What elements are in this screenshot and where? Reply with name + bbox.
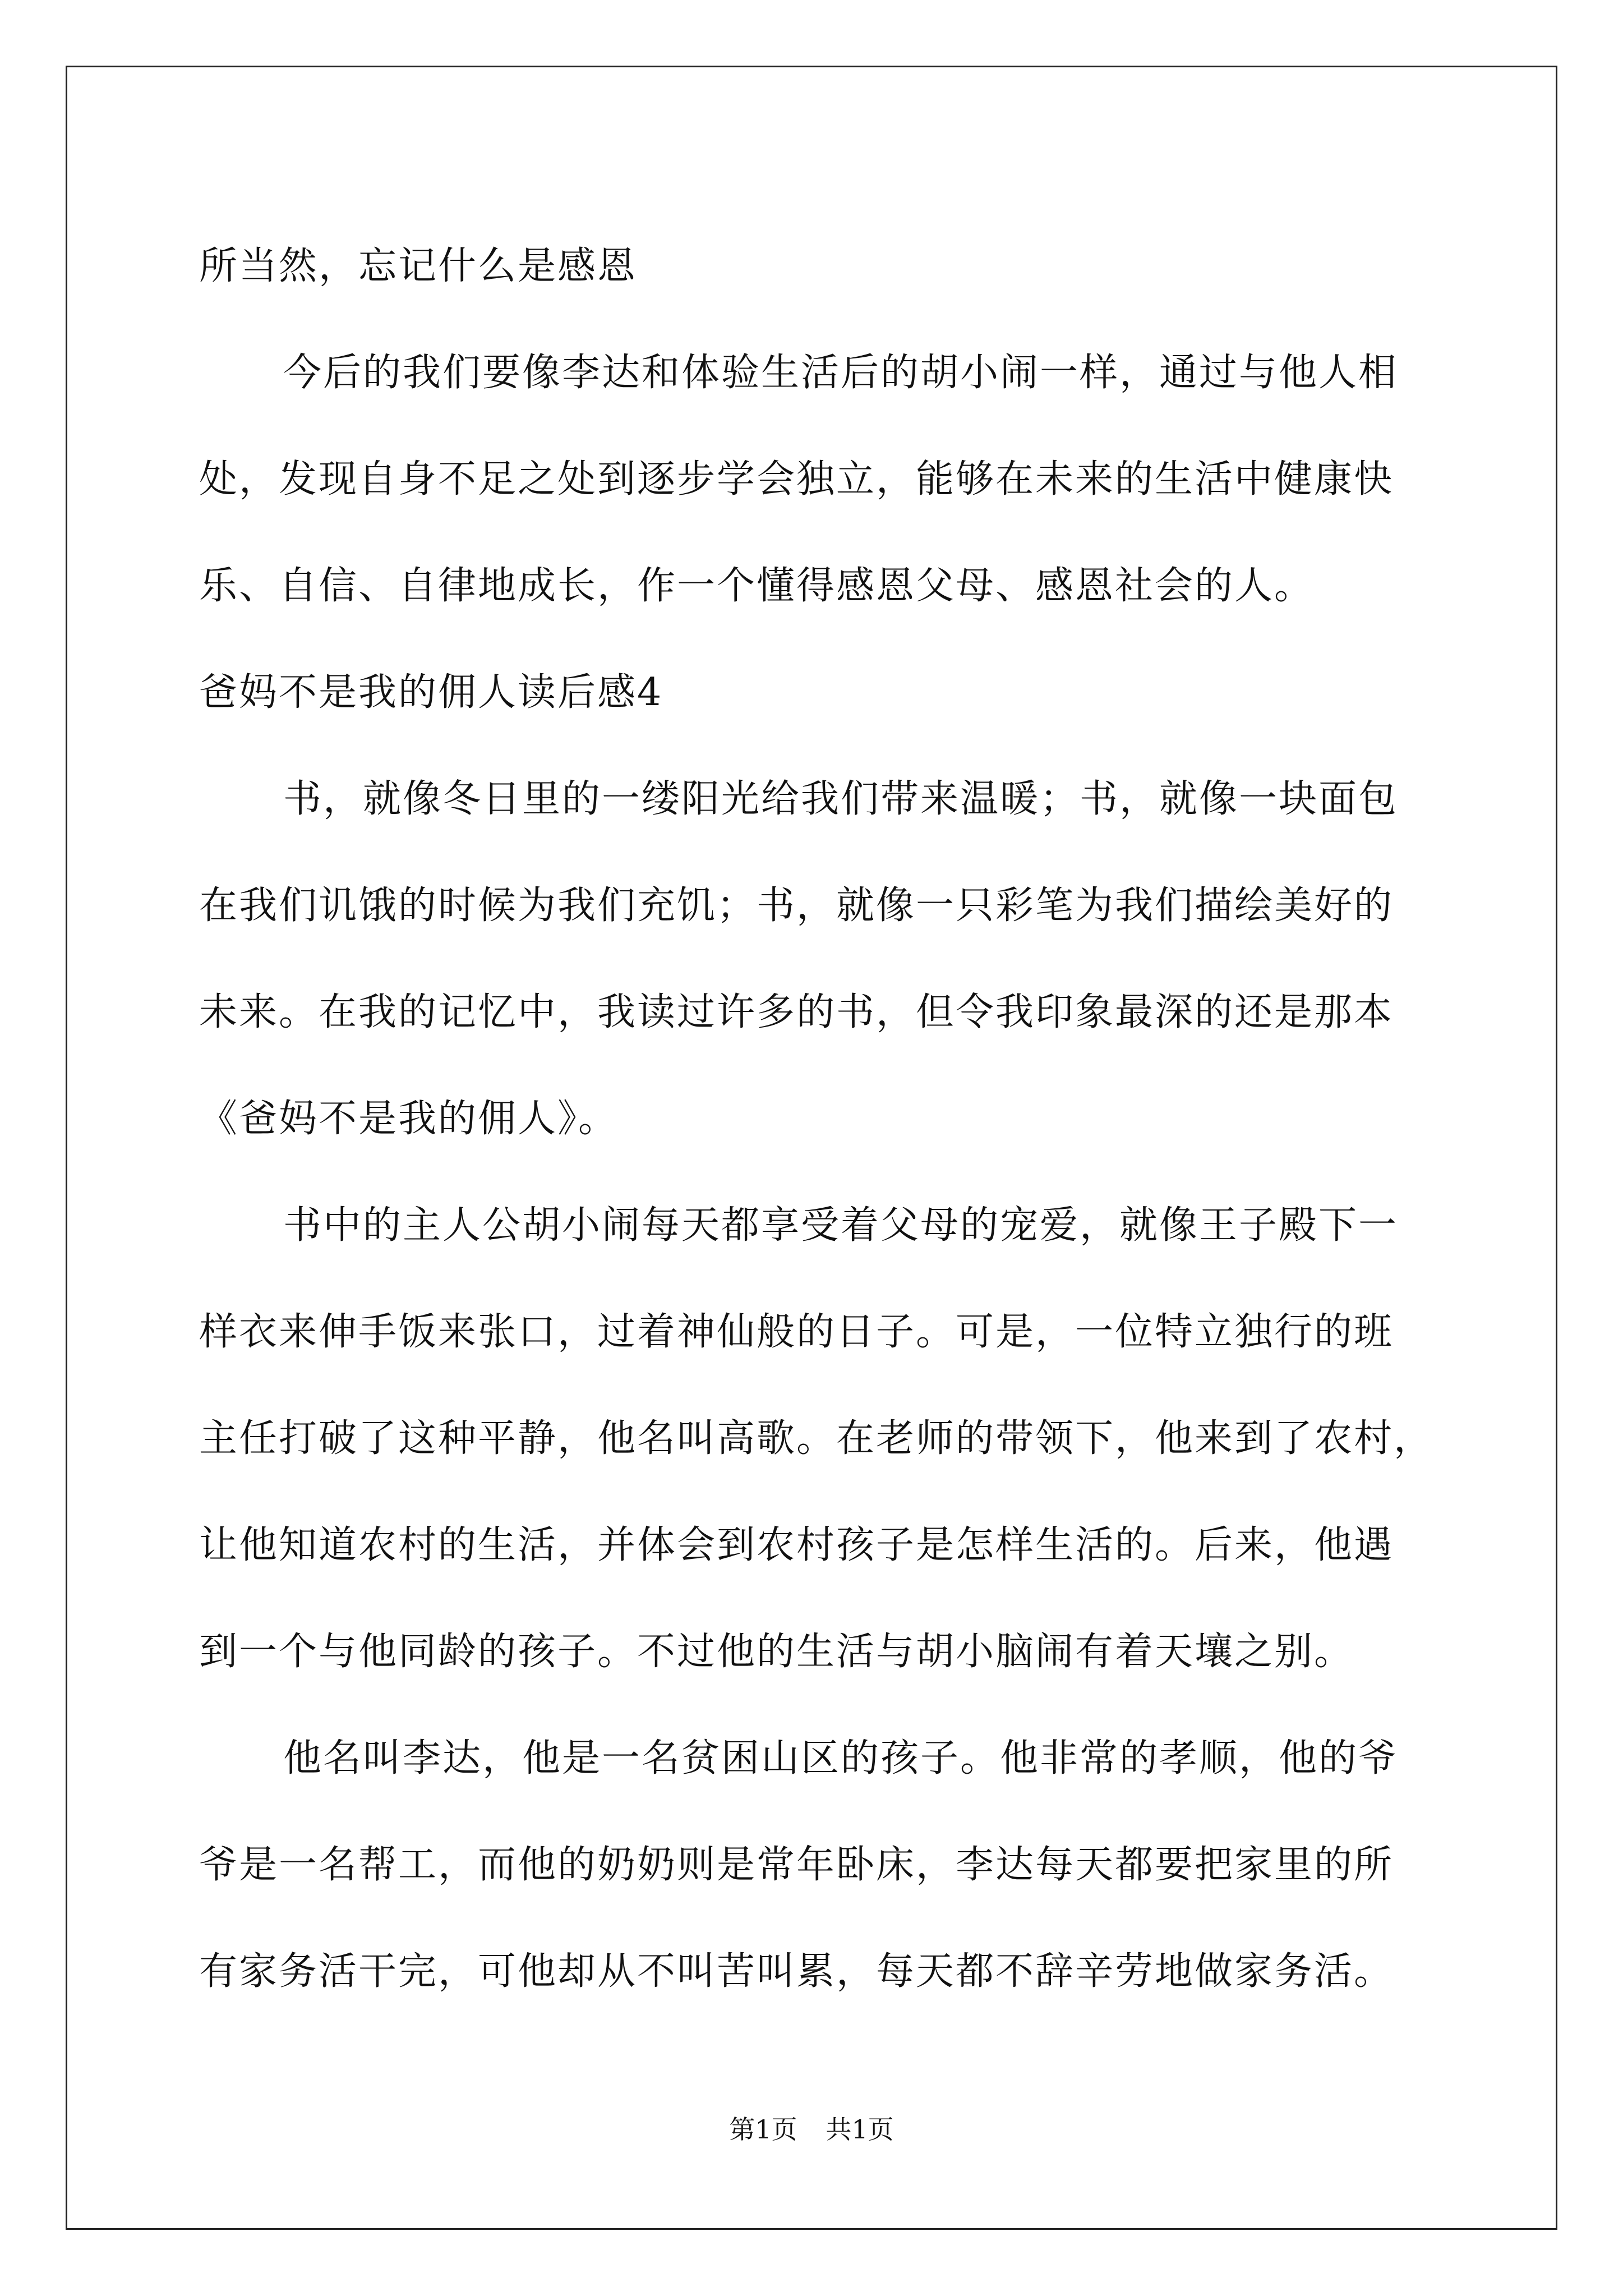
paragraph-line: 乐、自信、自律地成长，作一个懂得感恩父母、感恩社会的人。: [199, 564, 1315, 608]
paragraph-line: 他名叫李达，他是一名贫困山区的孩子。他非常的孝顺，他的爷: [283, 1736, 1399, 1780]
paragraph-line: 今后的我们要像李达和体验生活后的胡小闹一样，通过与他人相: [283, 351, 1399, 395]
paragraph-line: 书中的主人公胡小闹每天都享受着父母的宠爱，就像王子殿下一: [283, 1203, 1399, 1248]
paragraph-line: 让他知道农村的生活，并体会到农村孩子是怎样生活的。后来，他遇: [199, 1523, 1394, 1567]
section-heading: 爸妈不是我的佣人读后感4: [199, 670, 663, 715]
page-total: 共1页: [826, 2114, 894, 2145]
paragraph-line: 处，发现自身不足之处到逐步学会独立，能够在未来的生活中健康快: [199, 457, 1394, 501]
paragraph-line: 样衣来伸手饭来张口，过着神仙般的日子。可是，一位特立独行的班: [199, 1310, 1394, 1354]
paragraph-line: 所当然，忘记什么是感恩: [199, 244, 638, 288]
paragraph-line: 到一个与他同龄的孩子。不过他的生活与胡小脑闹有着天壤之别。: [199, 1630, 1354, 1674]
document-body: [199, 213, 1438, 2025]
paragraph-line: 在我们讥饿的时候为我们充饥；书，就像一只彩笔为我们描绘美好的: [199, 884, 1394, 928]
paragraph-line: 有家务活干完，可他却从不叫苦叫累，每天都不辞辛劳地做家务活。: [199, 1949, 1394, 1994]
paragraph-line: 《爸妈不是我的佣人》。: [199, 1097, 619, 1141]
page-number: 第1页: [729, 2114, 797, 2145]
paragraph-line: 主任打破了这种平静，他名叫高歌。在老师的带领下，他来到了农村，: [199, 1416, 1434, 1461]
page-footer: [0, 2109, 1623, 2146]
paragraph-line: 爷是一名帮工，而他的奶奶则是常年卧床，李达每天都要把家里的所: [199, 1843, 1394, 1887]
paragraph-line: 书，就像冬日里的一缕阳光给我们带来温暖；书，就像一块面包: [283, 777, 1399, 821]
paragraph-line: 未来。在我的记忆中，我读过许多的书，但令我印象最深的还是那本: [199, 990, 1394, 1034]
